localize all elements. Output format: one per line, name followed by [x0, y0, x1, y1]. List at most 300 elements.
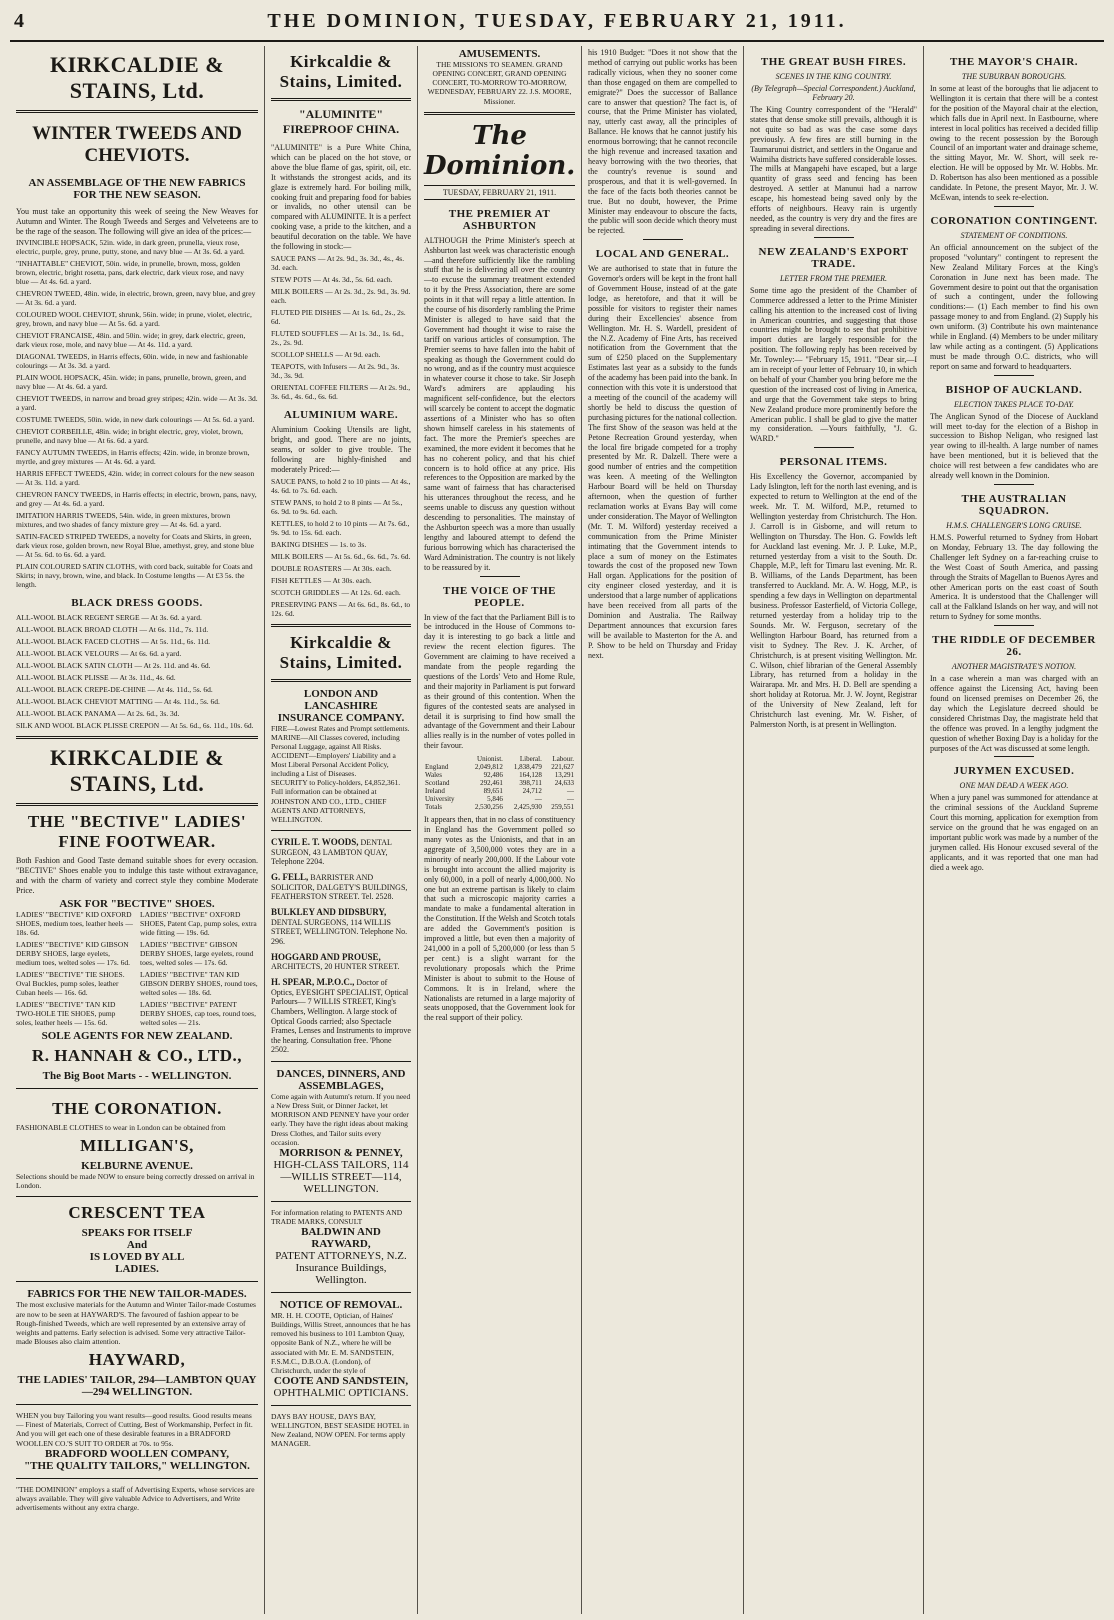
fabric-price: At 4s. 11d. a yard. [137, 340, 193, 350]
aluminite-item-price: At 1s. 3d., 1s. 6d., 2s., 2s. 9d. [271, 328, 404, 347]
table-cell: 398,711 [519, 779, 542, 788]
aluminium-item-price: At 6s. 6d., 8s. 6d., to 12s. 6d. [271, 599, 411, 618]
professional-card [271, 872, 411, 902]
black-good-row: ALL-WOOL BLACK CREPE-DE-CHINE — At 4s. 11d., 5s. 6d. [16, 685, 213, 695]
card-text: Doctor of Optics, EYESIGHT SPECIALIST, Optical Parlours— 7 WILLIS STREET, King's Chambers, Wellington. A large stock of Optical Goods carried; also Spectacle Frames, Lenses and Instruments to improve the hearing. Consultation free. 'Phone 2502. [271, 977, 411, 1055]
milligan-sub: KELBURNE AVENUE. [81, 1160, 193, 1173]
shoe-row: LADIES' "BECTIVE" TAN KID TWO-HOLE TIE SHOES, pump soles, leather heels — 15s. 6d. [16, 1000, 116, 1028]
professional-cards [271, 837, 411, 1055]
table-cell: 13,291 [554, 771, 574, 780]
card-name: HOGGARD AND PROUSE, [271, 951, 381, 962]
amusements-text: THE MISSIONS TO SEAMEN. GRAND OPENING CONCERT, GRAND OPENING CONCERT, TO-MORROW TO-MORROW, WEDNESDAY, FEBRUARY 22. J.S. MOORE, Missioner. [427, 60, 572, 106]
aluminium-item-row: FISH KETTLES — At 30s. each. [271, 575, 372, 585]
fabric-name: CHEVIOT FRANCAISE, 48in. and 50in. wide; in grey, dark electric, green, dark vieux rose, mole, and navy blue [16, 331, 246, 350]
aluminite-item-row: SAUCE PANS — At 2s. 9d., 3s. 3d., 4s., 4s. 3d. each. [271, 253, 405, 272]
premier-continued: his 1910 Budget: "Does it not show that the method of carrying out public works has been radically vicious, when they no sooner come than those engaged on them are compelled to emigrate?" Does the successor of Ballance care to answer that question? The fact is, of course, that the Prime Minister has violated, nay, utterly cast away, all the principles of Ballance. He knows that he cannot justify his enormous borrowing; that he cannot reconcile the high revenue and increased taxation and heavy borrowing with the two theories, that the country's revenue is sound and prosperous, and that it is well-governed. In the face of the facts both theories cannot be true. But no doubt, however, the Prime Minister may endeavour to obscure the facts, the public will soon decide which theory must be rejected. [588, 48, 737, 236]
bush-fires-sub: SCENES IN THE KING COUNTRY. [775, 72, 892, 81]
bradford-sub: "THE QUALITY TAILORS," WELLINGTON. [24, 1459, 250, 1472]
table-total-cell: 2,530,256 [474, 803, 503, 812]
divider [16, 1478, 258, 1479]
aluminite-item-row: MILK BOILERS — At 2s. 3d., 2s. 9d., 3s. 9d. each. [271, 286, 411, 305]
shoe-price: 15s. 6d. [83, 1018, 108, 1028]
aluminite-item-row: FLUTED PIE DISHES — At 1s. 6d., 2s., 2s. 6d. [271, 307, 406, 326]
london-lancashire-head: LONDON AND LANCASHIRE INSURANCE COMPANY. [277, 687, 405, 724]
fabric-row: CHEVIOT CORBEILLE, 48in. wide; in bright electric, grey, violet, brown, prunelle, and navy blue — At 6s. 6d. a yard. [16, 427, 244, 446]
fabric-name: IMITATION HARRIS TWEEDS, 54in. wide, in green mixtures, brown mixtures, and two shades of fancy mixture grey [16, 511, 231, 530]
divider [994, 484, 1034, 485]
dateline: TUESDAY, FEBRUARY 21, 1911. [424, 185, 575, 200]
shoe-row: LADIES' "BECTIVE" OXFORD SHOES, Patent Cap, pump soles, extra wide fitting — 19s. 6d. [140, 910, 257, 938]
jurymen-text: When a jury panel was summoned for attendance at the criminal sessions of the Auckland Supreme Court this morning, application for exemption from service on the ground that he was engaged on an important public work was made by a number of the jurymen called. His Honour excused several of the applicants, and it was reported that one man had died a week ago. [930, 793, 1098, 872]
black-good-price: At 4s. 11d., 5s. 6d. [156, 685, 213, 695]
table-total-cell: 2,425,930 [513, 803, 542, 812]
shoe-row: LADIES' "BECTIVE" TAN KID GIBSON DERBY SHOES, round toes, welted soles — 18s. 6d. [140, 970, 258, 998]
table-header [424, 755, 575, 763]
days-bay-ad: DAYS BAY HOUSE, DAYS BAY, WELLINGTON, BEST SEASIDE HOTEL in New Zealand, NOW OPEN. For terms apply MANAGER. [271, 1412, 409, 1449]
table-cell: 164,128 [519, 771, 542, 780]
coronation-ad-text: FASHIONABLE CLOTHES to wear in London can be obtained from [16, 1123, 226, 1133]
winter-tweeds-headline: WINTER TWEEDS AND CHEVIOTS. [32, 123, 242, 166]
london-line: ACCIDENT—Employers' Liability and a Most Liberal Personal Accident Policy, including a List of Diseases. [271, 750, 396, 779]
kirkcaldie-ad-title: KIRKCALDIE & STAINS, Ltd. [49, 52, 225, 103]
black-good-row: ALL-WOOL BLACK PANAMA — At 2s. 6d., 3s. 3d. [16, 709, 180, 719]
card-text: DENTAL SURGEON, 43 LAMBTON QUAY, Telephone 2204. [271, 838, 392, 867]
card-name: G. FELL, [271, 872, 309, 883]
sole-agents: SOLE AGENTS FOR NEW ZEALAND. [41, 1030, 233, 1043]
riddle-head: THE RIDDLE OF DECEMBER 26. [932, 634, 1096, 659]
coronation-contingent-sub: STATEMENT OF CONDITIONS. [960, 230, 1068, 240]
aluminite-item-row: STEW POTS — At 4s. 3d., 5s. 6d. each. [271, 274, 393, 284]
fabric-row: HARRIS EFFECT TWEEDS, 42in. wide; in correct colours for the new season — At 3s. 11d. a yard. [16, 469, 255, 488]
fabric-row: DIAGONAL TWEEDS, in Harris effects, 60in. wide, in new and fashionable colourings — At 3s. 3d. a yard. [16, 352, 248, 371]
bush-fires-text: The King Country correspondent of the "Herald" states that dense smoke still prevails, although it is not quite so bad as was the case some days previously. A few fires are still burning in the Taumarunui district, and settlers in the Ongarue and Waimiha districts have suffered considerable losses. The mills at Mangapehi have escaped, but a large quantity of grass seed and fencing has been destroyed. A settler at Manunui had a narrow escape, his homestead being saved only by the efforts of neighbours. Heavy rain is urgently needed, as the country is very dry and the fires are spreading in several directions. [750, 105, 917, 233]
divider [994, 206, 1034, 207]
fabric-price: At 5s. 6d. to 6s. 6d. a yard. [24, 550, 106, 560]
aluminium-item-name: SAUCE PANS, to hold 2 to 10 pints [271, 476, 380, 486]
black-good-price: At 6s. 6d. a yard. [129, 649, 182, 659]
fabric-row: SATIN-FACED STRIPED TWEEDS, a novelty for Coats and Skirts, in green, dark vieux rose, golden brown, new Royal Blue, amethyst, grey, and stone blue — At 5s. 6d. to 6s. 6d. a yard. [16, 532, 255, 560]
premier-text: ALTHOUGH the Prime Minister's speech at Ashburton last week was characteristic enough—and therefore sufficiently like the rambling stuff that he is delivering all over the country—to excuse the summary treatment extended to it by the Press Association, there are some points in it that will repay a little attention. In the course of his disorderly rambling the Prime Minister is alleged to have said that the Government had thought it wise to raise the tariff on various articles of consumption. The Premier seems to have fallen into the habit of speaking as though the Government could do no wrong, and as if the country must acquiesce in whatever course it chose to take. Sir Joseph Ward's admirers are applauding his magnificent self-confidence, but the electors will scarcely be content to accept the dogmatic assertions of a Minister who has so often shown himself careless in his statements of fact. The more the Premier's speeches are examined, the more evident it becomes that he has no coherent policy, and that his chief concern is to hold office at any price. His references to the Opposition are marked by the same want of fairness that has characterised his utterances throughout the recess, and he seems unable to discuss any question without descending to personalities. The mainstay of the Ashburton speech was a more than usually lengthy and laboured attempt to defend the furious borrowing which has characterised the Ward Administration. The country is not likely to be reassured by it. [424, 235, 575, 572]
aluminium-item-row: STEW PANS, to hold 2 to 8 pints — At 5s., 6s. 9d. to 9s. 6d. each. [271, 497, 403, 516]
fabric-name: PLAIN COLOURED SATIN CLOTHS, with cord back, suitable for Coats and Skirts; in navy, brown, wine, and black. In Costume lengths [16, 562, 253, 581]
table-row [424, 763, 575, 771]
tailor-head: FABRICS FOR THE NEW TAILOR-MADES. [27, 1288, 247, 1301]
aluminium-item-name: MILK BOILERS [271, 551, 324, 561]
aluminite-item-name: FLUTED SOUFFLES [271, 328, 339, 338]
riddle-text: In a case wherein a man was charged with an offence against the Licensing Act, having been found on licensed premises on December 26, the day which the Legislature decreed should be considered Christmas Day, the magistrate held that the offence was proved. In a lengthy judgment the question of whether Boxing Day is a holiday for the purposes of the Act was discussed at some length. [930, 674, 1098, 753]
fabric-price: At 4s. 6d. a yard. [104, 457, 156, 467]
divider [271, 1405, 411, 1406]
black-good-name: ALL-WOOL BLACK BROAD CLOTH [16, 625, 138, 635]
aluminium-item-row: SAUCE PANS, to hold 2 to 10 pints — At 4s., 4s. 6d. to 7s. 6d. each. [271, 476, 411, 495]
fabric-name: COSTUME TWEEDS, 50in. wide, in new dark colourings [16, 415, 193, 425]
fabric-price: At 3s. 11d. a yard. [24, 478, 80, 488]
personal-items-text: His Excellency the Governor, accompanied by Lady Islington, left for the north last evening, and is expected to return to Wellington at the end of the week. Mr. T. M. Wilford, M.P., returned to Wellington yesterday from Christchurch. The Hon. J. Carroll is in Gisborne, and will return to Wellington on Thursday. The Hon. G. Fowlds left for Auckland last evening. Mr. J. P. Luke, M.P., returned yesterday from a visit to the South. Dr. Chapple, M.P., left for Timaru last evening. Mr. R. B. Williams, of the Lands Department, has been transferred to Auckland. Mr. A. W. Hogg, M.P., is spending a few days in Wellington on departmental business. Professor Easterfield, of Victoria College, returned yesterday from a holiday trip to the Sounds. Mr. W. Ferguson, secretary of the Wellington Harbour Board, has returned from a visit to Sydney. The Rev. J. K. Archer, of Christchurch, is at present visiting Wellington. Mr. C. Wilson, chief librarian of the General Assembly Library, has returned from a holiday in the Wairarapa. Mr. and Mrs. H. D. Bell are spending a short holiday at Rotorua. Mr. J. W. Joynt, Registrar of the University of New Zealand, left for Christchurch last evening. Mr. W. Fisher, of Palmerston North, is at present in Wellington. [750, 472, 917, 729]
hannah-sub: The Big Boot Marts - - WELLINGTON. [42, 1070, 232, 1083]
black-good-row: ALL-WOOL BLACK CHEVIOT MATTING — At 4s. 11d., 5s. 6d. [16, 697, 220, 707]
local-general-head: LOCAL AND GENERAL. [595, 248, 730, 261]
dances-text: Come again with Autumn's return. If you need a New Dress Suit, or Dinner Jacket, let MORRISON AND PENNEY have your order early. They have the right ideas about making Dress Clothes, and Tailor suits every occasion. [271, 1091, 411, 1147]
patents-text: For information relating to PATENTS AND TRADE MARKS, CONSULT [271, 1207, 403, 1226]
milligan-name: MILLIGAN'S, [80, 1136, 194, 1156]
divider [16, 1404, 258, 1405]
aluminium-item-price: At 12s. 6d. each. [350, 587, 401, 597]
black-goods-list [16, 613, 258, 730]
coronation-contingent-head: CORONATION CONTINGENT. [930, 214, 1098, 227]
shoe-price: 17s. 6d. [203, 958, 228, 968]
aluminite-item-price: At 2s. 9d., 3s. 6d., 4s. 6d., 6s. 6d. [271, 382, 411, 401]
aluminite-text: "ALUMINITE" is a Pure White China, which can be placed on the hot stove, or above the blue flame of gas, spirit, oil, etc. It withstands the strongest acids, and its glaze is extremely hard. For boiling milk, cooking fruit and preparing food for babies or invalids, no other utensil can be compared with ALUMINITE. It is a perfect cooking vase, a pride to the kitchen, and a beautiful decoration on the table. We have the following in stock:— [271, 143, 411, 252]
fabric-price: At 4s. 6d. a yard. [39, 277, 92, 287]
black-dress-goods-head: BLACK DRESS GOODS. [71, 597, 203, 610]
card-text: DENTAL SURGEONS, 114 WILLIS STREET, WELLINGTON. Telephone No. 296. [271, 917, 408, 946]
divider [271, 624, 411, 627]
fabric-row: INVINCIBLE HOPSACK, 52in. wide, in dark green, prunella, vieux rose, electric, purple, grey, prune, putty, stone, and navy blue — At 3s. 6d. a yard. [16, 238, 245, 257]
shoe-lists [16, 910, 258, 1030]
baldwin-sub: PATENT ATTORNEYS, N.Z. Insurance Buildings, Wellington. [275, 1250, 407, 1287]
crescent-line-4: LADIES. [115, 1263, 159, 1276]
divider [480, 576, 520, 577]
aluminium-item-row: BAKING DISHES — 1s. to 3s. [271, 539, 367, 549]
bishop-text: The Anglican Synod of the Diocese of Auckland will meet to-day for the election of a Bishop in succession to Bishop Neligan, who resigned last year owing to ill-health. A large number of names have been mentioned, but it is believed that the choice will rest between a few candidates who are already well known in the Dominion. [930, 411, 1098, 481]
hayward-name: HAYWARD, [88, 1350, 186, 1370]
riddle-sub: ANOTHER MAGISTRATE'S NOTION. [951, 662, 1077, 672]
col1-lower [16, 1095, 258, 1512]
divider [643, 239, 683, 240]
table-cell: Scotland [425, 779, 450, 788]
mayor-chair-head: THE MAYOR'S CHAIR. [949, 56, 1079, 68]
fabric-price: At 4s. 6d. a yard. [56, 382, 108, 392]
jurymen-head: JURYMEN EXCUSED. [953, 765, 1075, 778]
shoe-name: LADIES' "BECTIVE" TIE SHOES. Oval Buckles, pump soles, leather Cuban heels [16, 970, 125, 998]
fabric-name: HARRIS EFFECT TWEEDS, 42in. wide; in correct colours for the new season [16, 469, 255, 479]
fabric-price: At 5s. 6d. a yard. [202, 415, 255, 425]
london-line: SECURITY to Policy-holders, £4,852,361. [271, 778, 401, 788]
fabric-name: PLAIN WOOL HOPSACK, 45in. wide; in pans, prunelle, brown, green, and navy blue [16, 373, 246, 392]
black-good-name: ALL-WOOL BLACK VELOURS [16, 649, 119, 659]
card-text: ARCHITECTS, 20 HUNTER STREET. [271, 962, 400, 972]
fabric-name: SATIN-FACED STRIPED TWEEDS, a novelty for Coats and Skirts, in green, dark vieux rose, golden brown, new Royal Blue, amethyst, grey, and stone blue [16, 532, 255, 551]
fabric-row: CHEVRON TWEED, 48in. wide, in electric, brown, green, navy blue, and grey — At 3s. 6d. a yard. [16, 289, 256, 308]
column-4 [582, 46, 744, 1614]
divider [16, 110, 258, 113]
crescent-tea: CRESCENT TEA [68, 1203, 206, 1223]
tailor-text: The most exclusive materials for the Autumn and Winter Tailor-made Costumes are now to be seen at HAYWARD'S. The favoured of fashion appear to be Rough-finished Tweeds, which are well represented by an extensive array of weights and patterns. Early selection is advised. Some very attractive Tailor-made Blouses also claim attention. [16, 1300, 256, 1347]
aluminium-item-row: KETTLES, to hold 2 to 10 pints — At 7s. 6d., 9s. 9d. to 15s. 6d. each. [271, 518, 410, 537]
london-lines [271, 724, 411, 788]
fabric-name: CHEVRON TWEED, 48in. wide, in electric, brown, green, navy blue, and grey [16, 289, 256, 299]
aluminite-item-row: FLUTED SOUFFLES — At 1s. 3d., 1s. 6d., 2s., 2s. 9d. [271, 328, 404, 347]
shoe-list-right [140, 910, 258, 1030]
coote-sub: OPHTHALMIC OPTICIANS. [273, 1387, 409, 1400]
column-1 [10, 46, 265, 1614]
professional-card [271, 907, 411, 947]
bective-ask: ASK FOR "BECTIVE" SHOES. [59, 898, 215, 911]
fabric-price: At £3 5s. the length. [16, 571, 245, 590]
morrison-name: MORRISON & PENNEY, [279, 1146, 403, 1159]
aluminite-item-name: FLUTED PIE DISHES [271, 307, 342, 317]
coronation-ad-head: THE CORONATION. [52, 1099, 222, 1119]
fabric-name: CHEVIOT CORBEILLE, 48in. wide; in bright electric, grey, violet, brown, prunelle, and navy blue [16, 427, 244, 446]
crescent-line-3: IS LOVED BY ALL [89, 1251, 185, 1264]
new-fabrics-subhead: AN ASSEMBLAGE OF THE NEW FABRICS FOR THE NEW SEASON. [28, 176, 246, 201]
export-trade-sub: LETTER FROM THE PREMIER. [779, 273, 888, 283]
fabric-price: At 3s. 6d. a yard. [193, 247, 245, 257]
shoe-name: LADIES' "BECTIVE" KID OXFORD SHOES, medium toes, leather heels [16, 910, 132, 929]
kirkcaldie-china-title: Kirkcaldie & Stains, Limited. [279, 52, 403, 91]
london-line: FIRE—Lowest Rates and Prompt settlements. [271, 723, 410, 733]
aluminite-item-price: At 2s. 9d., 3s. 3d., 3s. 9d. [271, 361, 400, 380]
divider [814, 237, 854, 238]
shoe-row: LADIES' "BECTIVE" PATENT DERBY SHOES, cap toes, round toes, welted soles — 21s. [140, 1000, 256, 1028]
divider [994, 756, 1034, 757]
removal-head: NOTICE OF REMOVAL. [279, 1299, 403, 1312]
shoe-price: 21s. [188, 1018, 201, 1028]
fabric-row: CHEVRON FANCY TWEEDS, in Harris effects; in electric, brown, pans, navy, and grey — At 4s. 6d. a yard. [16, 490, 257, 509]
export-trade-text: Some time ago the president of the Chamber of Commerce addressed a letter to the Prime Minister calling his attention to the increased cost of living in American countries, and suggesting that those countries might be brought to see that prohibitive import duties are largely responsible for the position. The following reply has been received by Mr. Townley:— "February 15, 1911. "Dear sir,—I am in receipt of your letter of February 10, in which on behalf of your Chamber you bring before me the question of the increased cost of living in America, and urge that the Government take steps to bring New Zealand produce more prominently before the American public. I shall be glad to give the matter my consideration. —Yours faithfully, "J. G. WARD." [750, 285, 917, 444]
fabric-price: At 3s. 3d. a yard. [58, 361, 110, 371]
divider [271, 98, 411, 101]
table-cell: 24,712 [522, 787, 542, 796]
divider [271, 1201, 411, 1202]
fabric-name: COLOURED WOOL CHEVIOT, shrunk, 56in. wide; in prune, violet, electric, grey, brown, and navy blue [16, 310, 252, 329]
aluminium-item-price: At 7s. 6d., 9s. 9d. to 15s. 6d. each. [271, 518, 410, 537]
black-good-row: ALL-WOOL BLACK BROAD CLOTH — At 6s. 11d., 7s. 11d. [16, 625, 209, 635]
shoe-price: 18s. 6d. [188, 988, 212, 998]
aluminium-item-name: BAKING DISHES [271, 539, 329, 549]
black-good-name: ALL-WOOL BLACK CREPE-DE-CHINE [16, 685, 146, 695]
divider [814, 447, 854, 448]
dances-head: DANCES, DINNERS, AND ASSEMBLAGES, [276, 1067, 406, 1092]
aluminite-item-name: TEAPOTS, with Infusers [271, 361, 348, 371]
table-cell: 2,049,812 [474, 763, 503, 772]
card-name: CYRIL E. T. WOODS, [271, 837, 359, 848]
voice-text: In view of the fact that the Parliament Bill is to be introduced in the House of Commons to-day it is interesting to go back a little and review the recent election figures. The Government are claiming to have received a mandate from the people regarding the questions of the Lords' Veto and Home Rule, and their majority in Parliament is put forward as their ground of this contention. When the figures of the contested seats are analysed in detail it is surprising to find how small the advantage of the Government and their Labour allies really is in the number of votes polled in their favour. [424, 612, 575, 751]
shoe-row: LADIES' "BECTIVE" TIE SHOES. Oval Buckles, pump soles, leather Cuban heels — 16s. 6d. [16, 970, 125, 998]
jurymen-sub: ONE MAN DEAD A WEEK AGO. [959, 781, 1069, 791]
personal-items-head: PERSONAL ITEMS. [779, 456, 888, 469]
coote-name: COOTE AND SANDSTEIN, [273, 1375, 409, 1388]
table-total-cell: 259,551 [551, 803, 574, 812]
aluminium-item-price: At 30s. each. [332, 575, 372, 585]
table-cell: Ireland [425, 787, 445, 796]
black-good-row: ALL-WOOL BLACK VELOURS — At 6s. 6d. a yard. [16, 649, 182, 659]
black-good-price: At 4s. 11d., 5s. 6d. [163, 697, 220, 707]
fabric-name: CHEVIOT TWEEDS, in narrow and broad grey stripes; 42in. wide [16, 394, 218, 404]
black-good-price: At 5s. 6d., 6s. 11d., 10s. 6d. [169, 721, 254, 731]
aluminium-ware-head: ALUMINIUM WARE. [283, 408, 399, 421]
shoe-price: 16s. 6d. [64, 988, 88, 998]
aluminium-item-row: PRESERVING PANS — At 6s. 6d., 8s. 6d., to 12s. 6d. [271, 599, 411, 618]
bective-footwear-head: THE "BECTIVE" LADIES' FINE FOOTWEAR. [27, 812, 247, 852]
table-cell: 221,627 [551, 763, 574, 772]
table-header-cell: Liberal. [519, 755, 542, 764]
shoe-name: LADIES' "BECTIVE" OXFORD SHOES, Patent Cap, pump soles, extra wide fitting [140, 910, 257, 938]
shoe-list-left [16, 910, 134, 1030]
bush-fires-head: THE GREAT BUSH FIRES. [760, 56, 907, 68]
kirkcaldie-title-2: Kirkcaldie & Stains, Limited. [279, 632, 403, 672]
professional-card [271, 837, 411, 867]
aluminite-item-price: At 4s. 3d., 5s. 6d. each. [322, 274, 393, 284]
table-total-cell: Totals [425, 803, 443, 812]
london-foot: Full information can be obtained at JOHNSTON AND CO., LTD., CHIEF AGENTS AND ATTORNEYS, WELLINGTON. [271, 787, 387, 824]
squadron-text: H.M.S. Powerful returned to Sydney from Hobart on Monday, February 13. The day following the Challenger left Sydney on a far-reaching cruise to the West Coast of South America, and passing through the Straits of Magellan to Buenos Ayres and other American ports on the east coast of South America. It is understood that the Challenger will call at the Falkland Islands on her way, and will not return to Sydney for some months. [930, 533, 1098, 622]
table-header-cell [424, 755, 465, 763]
table-cell: 92,486 [483, 771, 503, 780]
aluminium-text: Aluminium Cooking Utensils are light, bright, and good. There are no joints, seams, or solder to give trouble. The following are highly-finished and moderately Priced:— [271, 424, 411, 474]
dominion-advertising-notice: "THE DOMINION" employs a staff of Advertising Experts, whose services are always available. They will give valuable Advice to Advertisers, and Write advertisements without any extra charge. [16, 1484, 255, 1512]
fabric-row: "INHATTABLE" CHEVIOT, 50in. wide, in prunelle, brown, moss, golden brown, electric, bright rosetta, pans, dark electric, dark vieux rose, and navy blue — At 4s. 6d. a yard. [16, 259, 245, 287]
aluminite-item-name: SAUCE PANS [271, 253, 316, 263]
black-good-row: ALL-WOOL BLACK REGENT SERGE — At 3s. 6d. a yard. [16, 613, 202, 623]
removal-text: MR. H. H. COOTE, Optician, of Haines' Buildings, Willis Street, announces that he has removed his business to 101 Lambton Quay, opposite Bank of N.Z., where he will be associated with Mr. E. M. SANDSTEIN, F.S.M.C., D.B.O.A. (London), of Christchurch, under the style of [271, 1311, 411, 1375]
aluminite-item-price: At 2s. 3d., 2s. 9d., 3s. 9d. each. [271, 286, 411, 305]
table-cell: — [567, 787, 574, 796]
fabric-price: At 5s. 6d. a yard. [108, 319, 160, 329]
divider [994, 375, 1034, 376]
aluminite-item-name: STEW POTS [271, 274, 312, 284]
table-cell: 1,838,479 [513, 763, 542, 772]
black-good-row: SILK AND WOOL BLACK PLISSE CREPON — At 5s. 6d., 6s. 11d., 10s. 6d. [16, 721, 254, 731]
fabric-price: At 6s. 6d. a yard. [97, 436, 149, 446]
fabric-row: PLAIN COLOURED SATIN CLOTHS, with cord back, suitable for Coats and Skirts; in navy, brown, wine, and black. In Costume lengths — At £3 5s. the length. [16, 562, 253, 590]
table-cell: 24,633 [554, 779, 574, 788]
crescent-line-1: SPEAKS FOR ITSELF [81, 1227, 193, 1240]
fabric-name: INVINCIBLE HOPSACK, 52in. wide, in dark green, prunella, vieux rose, electric, purple, grey, prune, putty, stone, and navy blue [16, 238, 240, 257]
black-good-row: ALL-WOOL BLACK FACED CLOTHS — At 5s. 11d., 6s. 11d. [16, 637, 211, 647]
table-cell: University [425, 795, 455, 804]
hannah-name: R. HANNAH & CO., LTD., [31, 1046, 243, 1066]
table-row [424, 787, 575, 795]
divider [994, 625, 1034, 626]
table-row [424, 779, 575, 787]
shoe-price: 19s. 6d. [186, 928, 210, 938]
black-good-price: At 3s. 11d., 4s. 6d. [119, 673, 176, 683]
aluminium-item-name: FISH KETTLES [271, 575, 322, 585]
column-3 [418, 46, 582, 1614]
bush-fires-source: (By Telegraph—Special Correspondent.) Auckland, February 20. [751, 84, 916, 102]
page-number: 4 [14, 10, 24, 32]
black-good-name: ALL-WOOL BLACK CHEVIOT MATTING [16, 697, 153, 707]
aluminium-item-price: At 30s. each. [352, 563, 392, 573]
table-cell: England [425, 763, 449, 772]
fabric-price: At 3s. 3d. a yard. [16, 394, 258, 413]
crescent-line-2: And [126, 1239, 148, 1252]
table-cell: Wales [425, 771, 442, 780]
baldwin-name: BALDWIN AND RAYWARD, [301, 1226, 381, 1251]
mayor-chair-text: In some at least of the boroughs that lie adjacent to Wellington it is certain that there will be a contest for the position of the Mayoral chair at the election, which falls due in April next. In Eastbourne, where interest in local politics has received a decided fillip owing to the recent possession by the Borough Council of an important water and drainage scheme, the sitting Mayor, Mr. W. Short, will seek re-election. He will be opposed by Mr. W. Hobbs. Mr. D. Robertson has also been mentioned as a possible candidate. In Petone, the present Mayor, Mr. J. W. McEwan, intends to seek re-election. [930, 84, 1098, 202]
aluminite-item-price: At 9d. each. [344, 349, 381, 359]
aluminite-item-name: MILK BOILERS [271, 286, 324, 296]
voice-text-2: It appears then, that in no class of constituency in England has the Government polled so many votes as the Unionists, and that in an aggregate of 3,500,000 votes they are in a minority of nearly 200,000. If the Labour vote is brought into account the allied majority is only 60,000, in a poll of nearly 4,000,000. No one but an extreme partisan is likely to claim that such a microscopic majority carries a mandate to make a fundamental alteration in the Constitution. If the Welsh and Scotch totals are added the Government's position is improved a little, but even then a majority of 241,000 in a poll of 5,200,000 (or less than 5 per cent.) is a slight warrant for the revolutionary proposals which the Prime Minister is about to submit to the House of Commons. It is in Ireland, where the Nationalists are returned in a large majority of seats unopposed, that the Government look for the real support of their policy. [424, 815, 575, 1023]
black-good-name: ALL-WOOL BLACK PANAMA [16, 709, 116, 719]
coronation-contingent-text: An official announcement on the subject of the proposed "voluntary" contingent to represent the New Zealand Military Forces at the King's Coronation in June next has been made. The Government desire to point out that the organisation of such a contingent, under the following conditions:— (1) Each member to find his own passage money to and from England. (2) Supply his own uniform. (3) Contribute his own maintenance while in England. (4) Members to be under military law while acting as a contingent. (5) Applications must be made through O.C. districts, who will report on same and forward to headquarters. [930, 242, 1098, 371]
black-good-name: ALL-WOOL BLACK FACED CLOTHS [16, 637, 140, 647]
card-name: H. SPEAR, M.P.O.C., [271, 976, 355, 987]
bishop-head: BISHOP OF AUCKLAND. [945, 383, 1083, 396]
divider [16, 736, 258, 739]
squadron-sub: H.M.S. CHALLENGER'S LONG CRUISE. [946, 521, 1082, 530]
shoe-row: LADIES' "BECTIVE" KID GIBSON DERBY SHOES, large eyelets, medium toes, welted soles — 17s. 6d. [16, 940, 130, 968]
fabric-row: PLAIN WOOL HOPSACK, 45in. wide; in pans, prunelle, brown, green, and navy blue — At 4s. 6d. a yard. [16, 373, 246, 392]
bective-intro: Both Fashion and Good Taste demand suitable shoes for every occasion. "BECTIVE" Shoes enable you to indulge this taste without extravagance, and with the charm of variety and correct style they combine Moderate Price. [16, 856, 258, 896]
premier-head: THE PREMIER AT ASHBURTON [448, 207, 551, 232]
voice-head: THE VOICE OF THE PEOPLE. [442, 584, 557, 609]
aluminite-item-name: ORIENTAL COFFEE FILTERS [271, 382, 369, 392]
black-good-price: At 3s. 6d. a yard. [150, 613, 202, 623]
divider [271, 1292, 411, 1293]
shoe-name: LADIES' "BECTIVE" TAN KID TWO-HOLE TIE SHOES, pump soles, leather heels [16, 1000, 116, 1028]
divider [271, 1061, 411, 1062]
fabric-row: CHEVIOT FRANCAISE, 48in. and 50in. wide; in grey, dark electric, green, dark vieux rose, mole, and navy blue — At 4s. 11d. a yard. [16, 331, 246, 350]
black-good-name: SILK AND WOOL BLACK PLISSE CREPON [16, 721, 160, 731]
divider [16, 1088, 258, 1089]
bishop-sub: ELECTION TAKES PLACE TO-DAY. [954, 399, 1074, 409]
fabric-row: COLOURED WOOL CHEVIOT, shrunk, 56in. wide; in prune, violet, electric, grey, brown, and navy blue — At 5s. 6d. a yard. [16, 310, 252, 329]
divider [16, 1196, 258, 1197]
aluminium-item-price: 1s. to 3s. [339, 539, 367, 549]
aluminium-items [271, 477, 411, 618]
divider [271, 830, 411, 831]
black-good-row: ALL-WOOL BLACK SATIN CLOTH — At 2s. 11d. and 4s. 6d. [16, 661, 211, 671]
fabric-price: At 4s. 6d. a yard. [52, 499, 105, 509]
card-name: BULKLEY AND DIDSBURY, [271, 907, 387, 918]
shoe-row: LADIES' "BECTIVE" GIBSON DERBY SHOES, large eyelets, round toes, welted soles — 17s. 6d. [140, 940, 254, 968]
aluminite-item-row: TEAPOTS, with Infusers — At 2s. 9d., 3s. 3d., 3s. 9d. [271, 361, 400, 380]
divider [424, 112, 575, 115]
fabric-name: DIAGONAL TWEEDS, in Harris effects, 60in. wide, in new and fashionable colourings [16, 352, 248, 371]
aluminite-head: "ALUMINITE" FIREPROOF CHINA. [282, 107, 400, 136]
aluminite-item-price: At 2s. 9d., 3s. 3d., 4s., 4s. 3d. each. [271, 253, 405, 272]
card-text: BARRISTER AND SOLICITOR, DALGETY'S BUILDINGS, FEATHERSTON STREET. Tel. 2528. [271, 873, 408, 902]
table-header-cell: Labour. [552, 755, 574, 764]
column-2 [265, 46, 418, 1614]
shoe-name: LADIES' "BECTIVE" KID GIBSON DERBY SHOES, large eyelets, medium toes, welted soles [16, 940, 129, 968]
london-line: MARINE—All Classes covered, including Personal Luggage, against All Risks. [271, 732, 400, 751]
shoe-price: 18s. 6d. [16, 928, 40, 938]
election-table [424, 755, 575, 811]
fabric-list [16, 238, 258, 589]
shoe-row: LADIES' "BECTIVE" KID OXFORD SHOES, medium toes, leather heels — 18s. 6d. [16, 910, 133, 938]
milligan-text: Selections should be made NOW to ensure being correctly dressed on arrival in London. [16, 1172, 255, 1191]
table-total-row [424, 803, 575, 811]
masthead-title: THE DOMINION, TUESDAY, FEBRUARY 21, 1911. [267, 10, 847, 32]
aluminium-item-row: DOUBLE ROASTERS — At 30s. each. [271, 563, 392, 573]
tweeds-intro: You must take an opportunity this week of seeing the New Weaves for Autumn and Winter. The Rough Tweeds and Serges and Velveteens are to be the rage of the season. The following will give an idea of the prices:— [16, 206, 258, 236]
table-cell: 292,461 [480, 779, 503, 788]
black-good-price: At 2s. 6d., 3s. 3d. [126, 709, 180, 719]
black-good-name: ALL-WOOL BLACK SATIN CLOTH [16, 661, 133, 671]
local-general-text: We are authorised to state that in future the Governor's orders will be kept in the front hall of Government House, instead of at the gate lodge, as heretofore, and that it will be possible for visitors to register their names during their Excellencies' absence from Wellington. Mr. H. S. Wardell, president of the N.Z. Academy of Fine Arts, has received notification from the Government that the sum of £250 placed on the Supplementary Estimates last year as a subsidy to the funds of the academy has been paid into the bank. In connection with this vote it is understood that a meeting of the council of the academy will shortly be held to discuss the question of purchasing pictures for the national collection. The first Show of the season was held at the Petone Recreation Ground yesterday, when the local fire brigade competed for a trophy presented by Mr. R. Dalzell. There were a good number of entries and the competition was keen. A meeting of the Wellington Harbour Board will be held on Thursday afternoon, when the question of further reclamation works at Evans Bay will come under consideration. The Mayor of Wellington (Mr. T. M. Wilford) yesterday received a communication from the Prime Minister intimating that the Government intends to place a sum of money on the Estimates towards the cost of the proposed new Town Hall organ. Applications for the position of city engineer closed yesterday, and it is understood that a large number of applications have been received from all parts of the Dominion and Australia. The Railway Department announces that excursion fares will be available to Masterton for the A. and P. Show to be held on Thursday and Friday next. [588, 264, 737, 660]
fabric-row: CHEVIOT TWEEDS, in narrow and broad grey stripes; 42in. wide — At 3s. 3d. a yard. [16, 394, 258, 413]
black-good-price: At 6s. 11d., 7s. 11d. [148, 625, 209, 635]
dominion-flag: The Dominion. [424, 120, 576, 181]
column-5 [744, 46, 924, 1614]
aluminium-item-row: MILK BOILERS — At 5s. 6d., 6s. 6d., 7s. 6d. [271, 551, 411, 561]
aluminium-item-name: PRESERVING PANS [271, 599, 338, 609]
fabric-name: CHEVRON FANCY TWEEDS, in Harris effects; in electric, brown, pans, navy, and grey [16, 490, 257, 509]
table-header-cell: Unionist. [477, 755, 503, 764]
shoe-name: LADIES' "BECTIVE" GIBSON DERBY SHOES, large eyelets, round toes, welted soles [140, 940, 254, 968]
divider [271, 679, 411, 682]
aluminite-item-name: SCOLLOP SHELLS [271, 349, 334, 359]
mayor-chair-sub: THE SUBURBAN BOROUGHS. [961, 72, 1067, 81]
export-trade-head: NEW ZEALAND'S EXPORT TRADE. [758, 245, 909, 270]
aluminium-item-row: SCOTCH GRIDDLES — At 12s. 6d. each. [271, 587, 401, 597]
table-row [424, 771, 575, 779]
newspaper-page [10, 6, 1104, 1614]
table-cell: — [534, 795, 542, 804]
